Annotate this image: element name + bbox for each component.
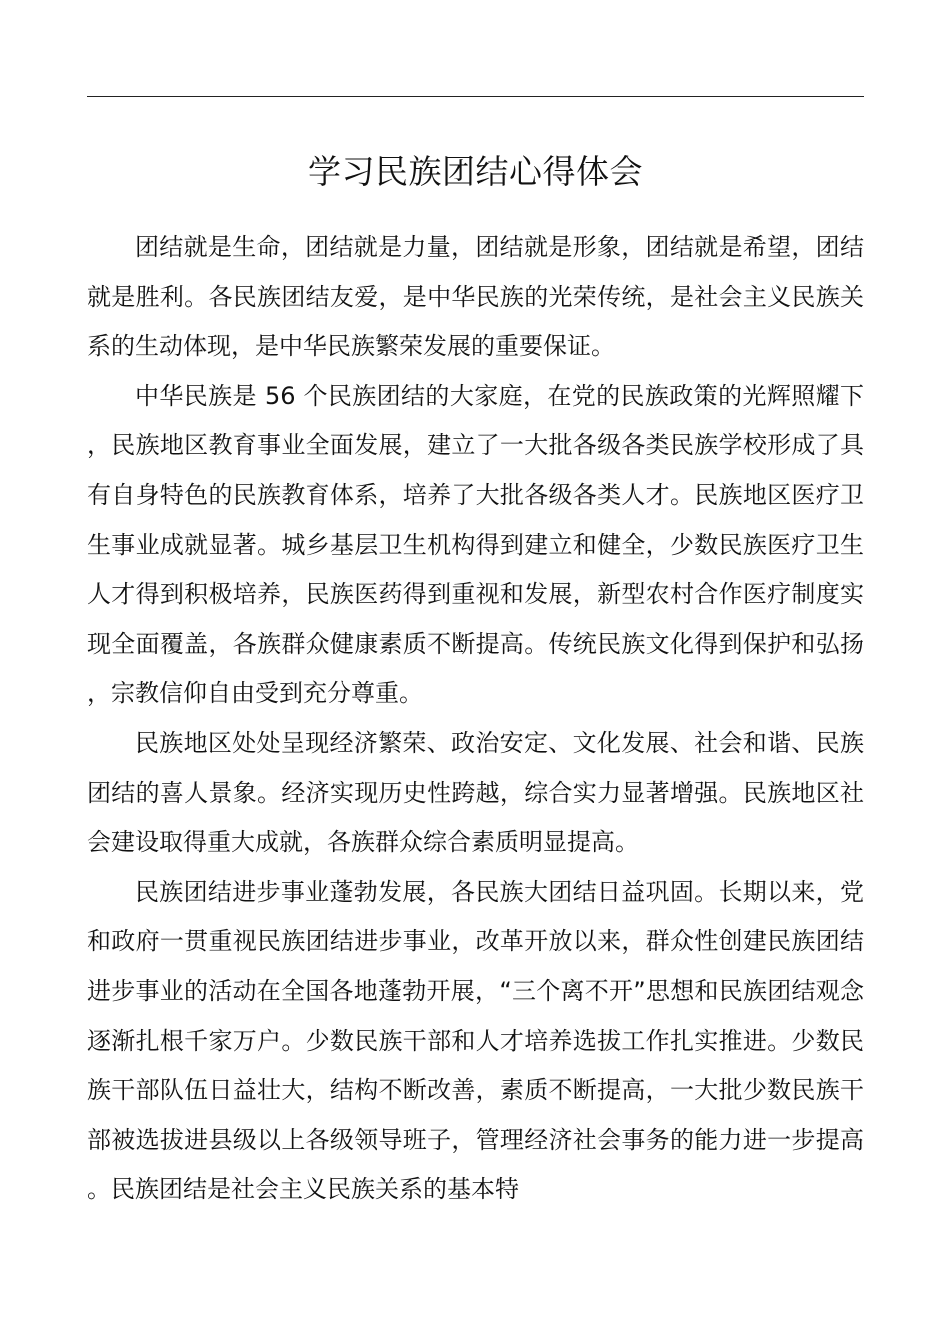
paragraph-3: 民族地区处处呈现经济繁荣、政治安定、文化发展、社会和谐、民族团结的喜人景象。经济实现历史性跨越，综合实力显著增强。民族地区社会建设取得重大成就，各族群众综合素质明显提高。 <box>87 728 864 857</box>
paragraph-2: 中华民族是 56 个民族团结的大家庭，在党的民族政策的光辉照耀下，民族地区教育事业全面发展，建立了一大批各级各类民族学校形成了具有自身特色的民族教育体系，培养了大批各级各类人才。民族地区医疗卫生事业成就显著。城乡基层卫生机构得到建立和健全，少数民族医疗卫生人才得到积极培养，民族医药得到重视和发展，新型农村合作医疗制度实现全面覆盖，各族群众健康素质不断提高。传统民族文化得到保护和弘扬，宗教信仰自由受到充分尊重。 <box>87 381 864 708</box>
paragraph-4: 民族团结进步事业蓬勃发展，各民族大团结日益巩固。长期以来，党和政府一贯重视民族团结进步事业，改革开放以来，群众性创建民族团结进步事业的活动在全国各地蓬勃开展，“三个离不开”思想和民族团结观念逐渐扎根千家万户。少数民族干部和人才培养选拔工作扎实推进。少数民族干部队伍日益壮大，结构不断改善，素质不断提高，一大批少数民族干部被选拔进县级以上各级领导班子，管理经济社会事务的能力进一步提高。民族团结是社会主义民族关系的基本特 <box>87 877 864 1204</box>
paragraph-1: 团结就是生命，团结就是力量，团结就是形象，团结就是希望，团结就是胜利。各民族团结友爱，是中华民族的光荣传统，是社会主义民族关系的生动体现，是中华民族繁荣发展的重要保证。 <box>87 233 864 361</box>
document-title: 学习民族团结心得体会 <box>308 152 643 191</box>
document-body <box>87 223 864 1215</box>
header-rule <box>87 96 864 97</box>
